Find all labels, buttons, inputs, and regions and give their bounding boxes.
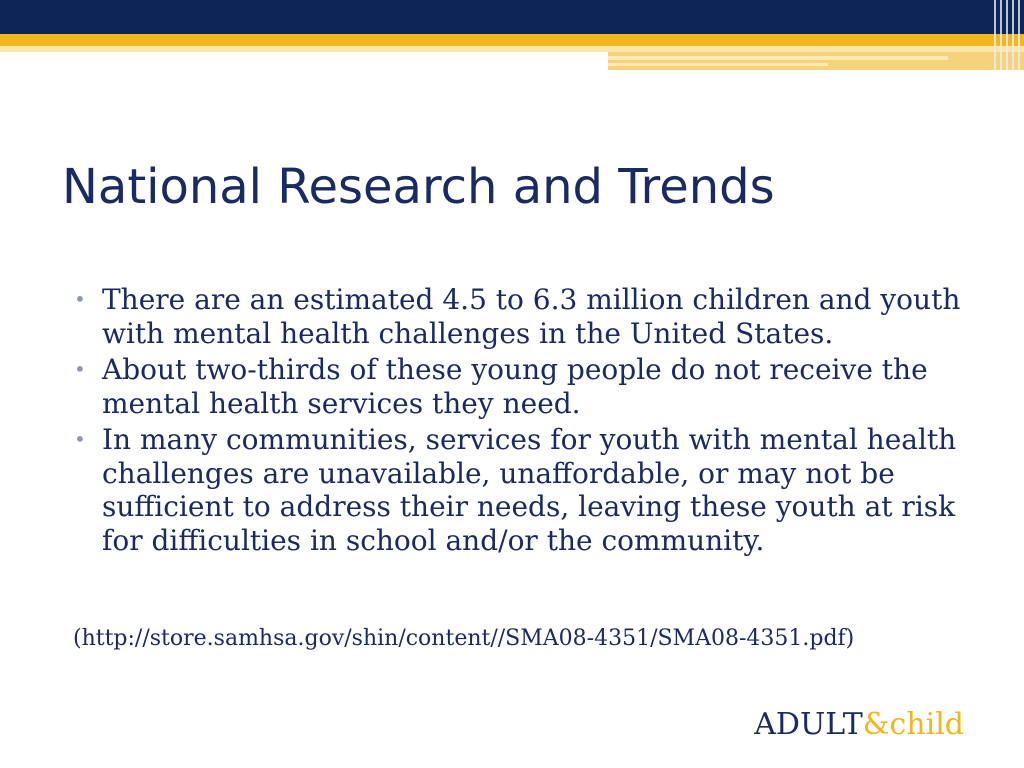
bullet-dot-icon: • bbox=[74, 357, 86, 381]
bullet-dot-icon: • bbox=[74, 287, 86, 311]
slide-title: National Research and Trends bbox=[62, 159, 775, 215]
bullet-text: About two-thirds of these young people do not receive the mental health services they need. bbox=[102, 353, 928, 420]
bullet-list bbox=[72, 283, 982, 560]
bullet-text: There are an estimated 4.5 to 6.3 million children and youth with mental health challenges in the United States. bbox=[102, 283, 961, 350]
adult-child-logo bbox=[754, 705, 964, 745]
header-band-lower-stripe bbox=[608, 56, 948, 60]
bullet-item bbox=[72, 423, 982, 557]
header-band-lower-stripe-2 bbox=[608, 63, 828, 66]
bullet-dot-icon: • bbox=[74, 427, 86, 451]
header-vertical-lines bbox=[988, 0, 1024, 70]
bullet-text: In many communities, services for youth with mental health challenges are unavailable, unaffordable, or may not be sufficient to address their needs, leaving these youth at risk for difficulties in school and/or the community. bbox=[102, 423, 957, 557]
header-band-navy bbox=[0, 0, 1024, 34]
logo-adult-text: ADULT bbox=[754, 707, 863, 742]
bullet-item bbox=[72, 353, 982, 420]
bullet-item bbox=[72, 283, 982, 350]
reference-link[interactable]: (http://store.samhsa.gov/shin/content//SMA08-4351/SMA08-4351.pdf) bbox=[73, 626, 855, 651]
header-band-gold bbox=[0, 34, 1024, 46]
header-band-lower bbox=[608, 52, 1024, 70]
logo-child-text: &child bbox=[862, 707, 964, 742]
